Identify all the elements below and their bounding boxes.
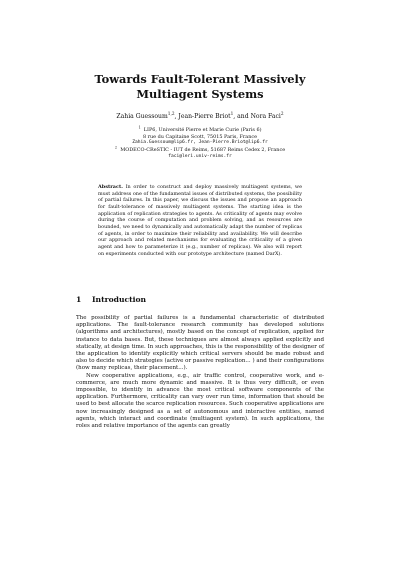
author-separator: , [174, 113, 179, 120]
author-name: Zahia Guessoum [116, 113, 168, 120]
affiliation-1-email: Zahia.Guessoum@lip6.fr, Jean-Pierre.Briot@lip6.fr [132, 140, 268, 146]
affiliation-mark: 1 [138, 125, 141, 130]
author-name: Nora Faci [250, 113, 281, 120]
section-body [76, 315, 324, 430]
affiliation-1-line-1: $^1$ LIP6, Université Pierre et Marie Curie (Paris 6) [138, 125, 262, 133]
affiliation-1-line-2: 8 rue du Capitaine Scott, 75015 Paris, France [143, 133, 257, 140]
paragraph: The possibility of partial failures is a fundamental characteristic of distributed applications. The fault-tolerance research community has developed solutions (algorithms and architectures), mostly based on the concept of replication, applied for instance to data bases. But, these techniques are almost always applied explicitly and statically, at design time. In such approaches, this is the responsibility of the designer of the application to identify explicitly which critical servers should be made robust and also to decide which strategies (active or passive replication... ) and their configurations (how many replicas, their placement...). [76, 315, 324, 372]
paper-title: Towards Fault-Tolerant Massively Multiagent Systems [94, 72, 306, 101]
affiliation-2-email: faci@leri.univ-reims.fr [168, 153, 232, 159]
section-heading [76, 295, 146, 305]
author-affiliation-mark: 2 [280, 111, 284, 117]
paragraph: New cooperative applications, e.g., air traffic control, cooperative work, and e-commerce, are much more dynamic and massive. It is thus very difficult, or even impossible, to identify in advance the most critical software components of the application. Furthermore, criticality can vary over run time, information that should be used to best allocate the scarce replication resources. Such cooperative applications are now increasingly designed as a set of autonomous and interactive entities, named agents, which interact and coordinate (multiagent system). In such applications, the roles and relative importance of the agents can greatly [76, 372, 324, 430]
author-name: Jean-Pierre Briot [178, 113, 231, 120]
abstract-text: In order to construct and deploy massively multiagent systems, we must address one of the fundamental issues of distributed systems, the possibility of partial failures. In this paper, we discuss the issues and propose an approach for fault-tolerance of massively multiagent systems. The starting idea is the application of replication strategies to agents. As criticality of agents may evolve during the course of computation and problem solving, and as resources are bounded, we need to dynamically and automatically adapt the number of replicas of agents, in order to maximize their reliability and availability. We will describe our approach and related mechanisms for evaluating the criticality of a given agent and how to parameterize it (e.g., number of replicas). We also will report on experiments conducted with our prototype architecture (named DarX). [98, 184, 302, 257]
abstract-label: Abstract. [98, 184, 123, 190]
affiliation-2-line-1: $^2$ MODECO-CReSTIC - IUT de Reims, 51687 Reims Cedex 2, France [114, 145, 286, 154]
author-affiliation-mark: 1,2 [167, 111, 175, 117]
author-line [76, 113, 324, 121]
author-separator: , and [233, 113, 251, 120]
affiliations [76, 127, 324, 161]
section-number: 1 [76, 295, 82, 304]
abstract [98, 184, 302, 257]
affiliation-mark: 2 [114, 145, 118, 150]
section-title: Introduction [92, 295, 147, 304]
author-affiliation-mark: 1 [230, 111, 234, 117]
